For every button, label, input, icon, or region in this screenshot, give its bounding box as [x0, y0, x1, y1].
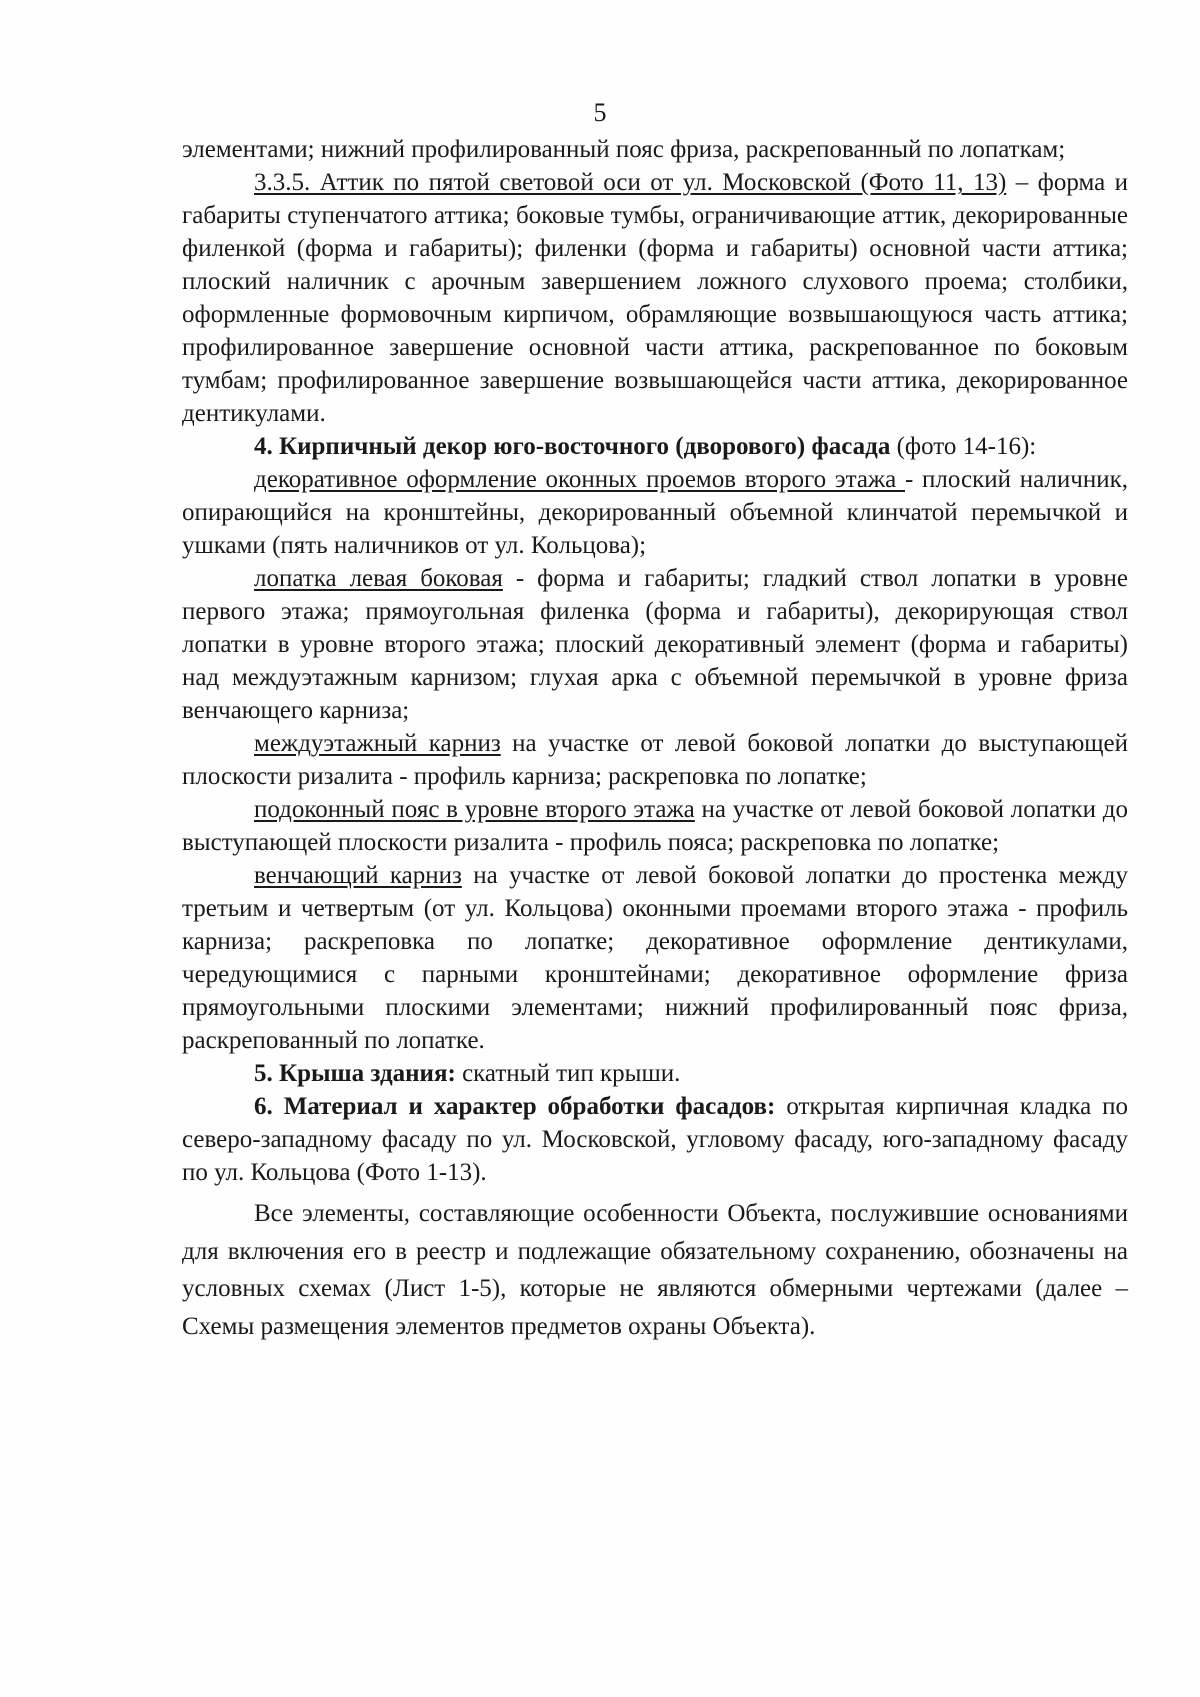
- paragraph-attic: [182, 166, 1128, 430]
- paragraph-crowning-cornice: [182, 859, 1128, 1057]
- section-6: [182, 1090, 1128, 1189]
- paragraph-window-decor: [182, 463, 1128, 562]
- section-4-heading: [182, 430, 1128, 463]
- section-6-text: открытая кирпичная кладка по северо-западному фасаду по ул. Московской, угловому фасаду, юго-западному фасаду по ул. Кольцова (Фото 1-13).: [182, 1093, 1128, 1186]
- paragraph-final: Все элементы, составляющие особенности Объекта, послужившие основаниями для включения его в реестр и подлежащие обязательному сохранению, обозначены на условных схемах (Лист 1-5), которые не являются обмерными чертежами (далее – Схемы размещения элементов предметов охраны Объекта).: [182, 1200, 1128, 1340]
- crowning-cornice-text: на участке от левой боковой лопатки до простенка между третьим и четвертым (от ул. Кольцова) оконными проемами второго этажа - профиль карниза; раскреповка по лопатке; декоративное оформление дентикулами, чередующимися с парными кронштейнами; декоративное оформление фриза прямоугольными плоскими элементами; нижний профилированный пояс фриза, раскрепованный по лопатке.: [182, 862, 1128, 1054]
- interfloor-cornice-text: на участке от левой боковой лопатки до выступающей плоскости ризалита - профиль карниза; раскреповка по лопатке;: [182, 730, 1128, 790]
- paragraph-sill-belt: [182, 793, 1128, 859]
- section-6-title: 6. Материал и характер обработки фасадов:: [254, 1093, 776, 1120]
- attic-text: – форма и габариты ступенчатого аттика; боковые тумбы, ограничивающие аттик, декорированные филенкой (форма и габариты); филенки (форма и габариты) основной части аттика; плоский наличник с арочным завершением ложного слухового проема; столбики, оформленные формовочным кирпичом, обрамляющие возвышающуюся часть аттика; профилированное завершение основной части аттика, раскрепованное по боковым тумбам; профилированное завершение возвышающейся части аттика, декорированное дентикулами.: [182, 169, 1128, 427]
- left-pilaster-text: - форма и габариты; гладкий ствол лопатки в уровне первого этажа; прямоугольная филенка (форма и габариты), декорирующая ствол лопатки в уровне второго этажа; плоский декоративный элемент (форма и габариты) над междуэтажным карнизом; глухая арка с объемной перемычкой в уровне фриза венчающего карниза;: [182, 565, 1128, 724]
- window-decor-text: - плоский наличник, опирающийся на кронштейны, декорированный объемной клинчатой перемычкой и ушками (пять наличников от ул. Кольцова);: [182, 466, 1128, 559]
- crowning-cornice-label: венчающий карниз: [254, 862, 462, 889]
- paragraph-left-pilaster: [182, 562, 1128, 727]
- section-5: [182, 1057, 1128, 1090]
- section-5-text: скатный тип крыши.: [455, 1060, 681, 1087]
- section-4-suffix: (фото 14-16):: [890, 433, 1037, 460]
- document-body: [182, 133, 1128, 1345]
- paragraph-interfloor-cornice: [182, 727, 1128, 793]
- section-4-title: 4. Кирпичный декор юго-восточного (дворового) фасада: [254, 433, 891, 460]
- page-number: 5: [593, 98, 607, 127]
- sill-belt-label: подоконный пояс в уровне второго этажа: [254, 796, 695, 823]
- window-decor-label: декоративное оформление оконных проемов второго этажа: [254, 466, 905, 493]
- attic-label: 3.3.5. Аттик по пятой световой оси от ул. Московской (Фото 11, 13): [254, 169, 1007, 196]
- paragraph-continuation: элементами; нижний профилированный пояс фриза, раскрепованный по лопаткам;: [182, 136, 1066, 163]
- interfloor-cornice-label: междуэтажный карниз: [254, 730, 501, 757]
- section-5-title: 5. Крыша здания:: [254, 1060, 456, 1087]
- sill-belt-text: на участке от левой боковой лопатки до выступающей плоскости ризалита - профиль пояса; раскреповка по лопатке;: [182, 796, 1128, 856]
- left-pilaster-label: лопатка левая боковая: [254, 565, 503, 592]
